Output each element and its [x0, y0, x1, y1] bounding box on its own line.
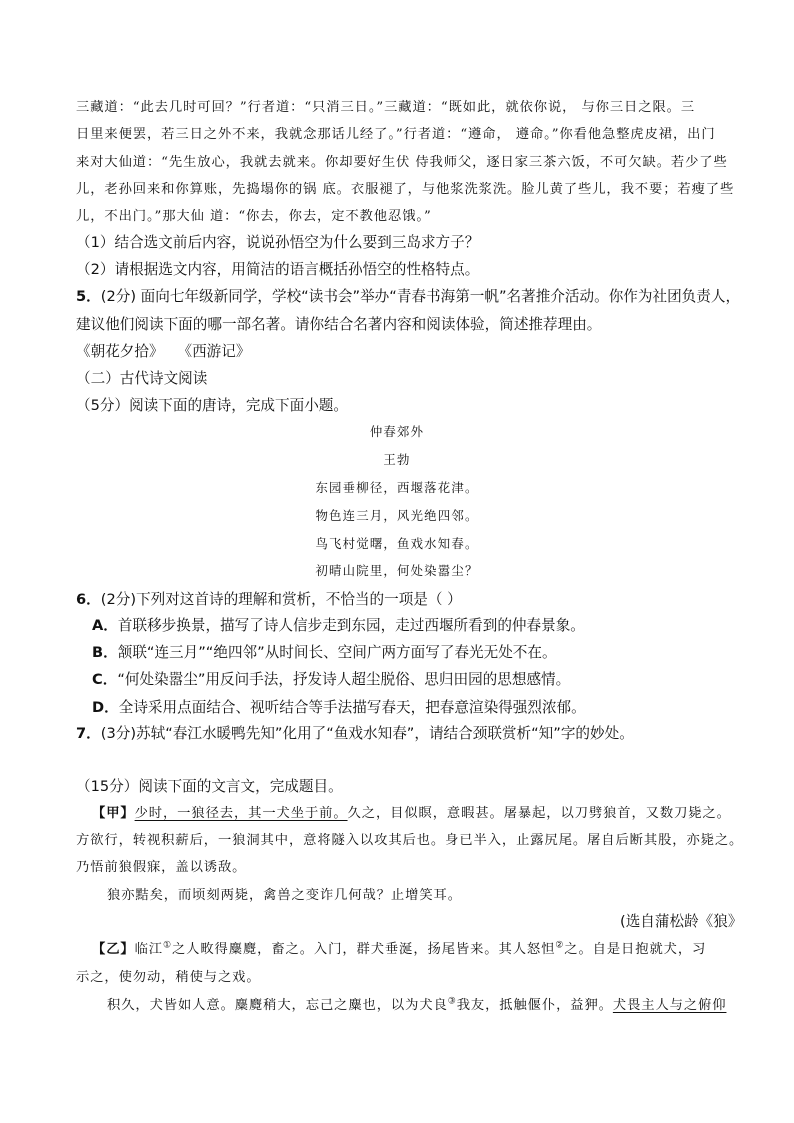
- passage-line: 儿，老孙回来和你算账，先捣塌你的锅 底。衣服褪了，与他浆洗浆洗。脸儿黄了些儿，我不要；若瘦了些: [76, 182, 735, 197]
- option-text: 首联移步换景，描写了诗人信步走到东园，走过西堰所看到的仲春景象。: [117, 617, 585, 634]
- yi-text: 之。自是日抱就犬，习: [564, 942, 707, 957]
- poem-title: 仲春郊外: [369, 424, 425, 439]
- q6-stem: (2分)下列对这首诗的理解和赏析，不恰当的一项是（ ）: [100, 591, 462, 608]
- jia-underlined: 少时，一狼径去，其一犬坐于前。: [134, 806, 348, 821]
- passage-line: 三藏道：“此去几时可回？”行者道：“只消三日。”三藏道：“既如此，就依你说， 与你三日之限。三: [76, 100, 696, 115]
- poem-author: 王勃: [383, 452, 411, 467]
- section-heading: （二）古代诗文阅读: [76, 370, 208, 387]
- passage-line: 来对大仙道：“先生放心，我就去就来。你却要好生伏 侍我师父，逐日家三茶六饭，不可欠缺。若少了些: [76, 155, 728, 170]
- q5-books: 《朝花夕拾》 《西游记》: [76, 343, 251, 360]
- passage-line: 儿，不出门。”那大仙 道：“你去，你去，定不教他忍饿。”: [76, 209, 432, 224]
- poem-line: 物色连三月，风光绝四邻。: [315, 508, 479, 523]
- q4-sub1: （1）结合选文前后内容，说说孙悟空为什么要到三岛求方子？: [76, 234, 480, 251]
- q6-option-d[interactable]: [92, 696, 586, 717]
- option-text: 颔联“连三月”“绝四邻”从时间长、空间广两方面写了春光无处不在。: [117, 644, 557, 661]
- q7-line: [76, 722, 634, 743]
- q5-number: 5．: [76, 288, 101, 305]
- yi-line2: 示之，使勿动，稍使与之戏。: [76, 970, 261, 985]
- classical-intro: （15分）阅读下面的文言文，完成题目。: [76, 778, 343, 795]
- jia-line1: [92, 802, 731, 821]
- q6-number: 6．: [76, 591, 101, 608]
- yi-label: 【乙】: [92, 942, 135, 957]
- option-text: 全诗采用点面结合、视听结合等手法描写春天，把春意渲染得强烈浓郁。: [118, 699, 586, 716]
- q5-line2: 建议他们阅读下面的哪一部名著。请你结合名著内容和阅读体验，简述推荐理由。: [76, 316, 602, 333]
- passage-line: 日里来便罢，若三日之外不来，我就念那话儿经了。”行者道：“遵命， 遵命。”你看他急整虎皮裙，出门: [76, 127, 716, 142]
- jia-line2: 方欲行，转视积薪后，一狼洞其中，意将隧入以攻其后也。身已半入，止露尻尾。屠自后断其股，亦毙之。: [76, 833, 744, 848]
- yi-line1: [92, 938, 706, 957]
- jia-rest: 久之，目似瞑，意暇甚。屠暴起，以刀劈狼首，又数刀毙之。: [347, 806, 731, 821]
- q5-stem: (2分) 面向七年级新同学，学校“读书会”举办“青春书海第一帆”名著推介活动。你作为社团负责人，: [100, 288, 741, 305]
- yi-line3: [107, 994, 726, 1013]
- q7-stem: (3分)苏轼“春江水暖鸭先知”化用了“鱼戏水知春”，请结合颈联赏析“知”字的妙处。: [100, 725, 634, 742]
- poem-line: 鸟飞村觉曙，鱼戏水知春。: [315, 536, 479, 551]
- q5-line1: [76, 285, 740, 306]
- option-letter: A．: [92, 617, 118, 634]
- q6-option-c[interactable]: [92, 668, 570, 689]
- yi-underlined: 犬畏主人与之俯仰: [612, 998, 727, 1013]
- q7-number: 7．: [76, 725, 101, 742]
- poem-line: 东园垂柳径，西堰落花津。: [315, 480, 479, 495]
- q6-option-b[interactable]: [92, 641, 557, 662]
- q6-option-a[interactable]: [92, 614, 585, 635]
- option-letter: C．: [92, 671, 118, 688]
- yi-text: 之人畋得麋麑，畜之。入门，群犬垂涎，扬尾皆来。其人怒怛: [171, 942, 556, 957]
- jia-line4: 狼亦黠矣，而顷刻两毙，禽兽之变诈几何哉？止增笑耳。: [107, 888, 462, 903]
- option-letter: B．: [92, 644, 118, 661]
- yi-text: 临江: [134, 942, 163, 957]
- poem-line: 初晴山院里，何处染嚣尘？: [315, 563, 479, 578]
- jia-source: (选自蒲松龄《狼》: [620, 913, 743, 930]
- option-text: “何处染嚣尘”用反问手法，抒发诗人超尘脱俗、思归田园的思想感情。: [117, 671, 571, 688]
- footnote-marker: ③: [447, 996, 457, 1007]
- footnote-marker: ①: [163, 940, 172, 951]
- footnote-marker: ②: [555, 940, 565, 951]
- q6-stem-line: [76, 588, 462, 609]
- jia-line3: 乃悟前狼假寐，盖以诱敌。: [76, 860, 247, 875]
- q4-sub2: （2）请根据选文内容，用简洁的语言概括孙悟空的性格特点。: [76, 261, 480, 278]
- jia-label: 【甲】: [92, 806, 135, 821]
- poem-intro: （5分）阅读下面的唐诗，完成下面小题。: [76, 397, 348, 414]
- option-letter: D．: [92, 699, 119, 716]
- yi-text: 积久，犬皆如人意。麋麑稍大，忘己之麋也，以为犬良: [107, 998, 448, 1013]
- yi-text: 我友，抵触偃仆，益狎。: [456, 998, 613, 1013]
